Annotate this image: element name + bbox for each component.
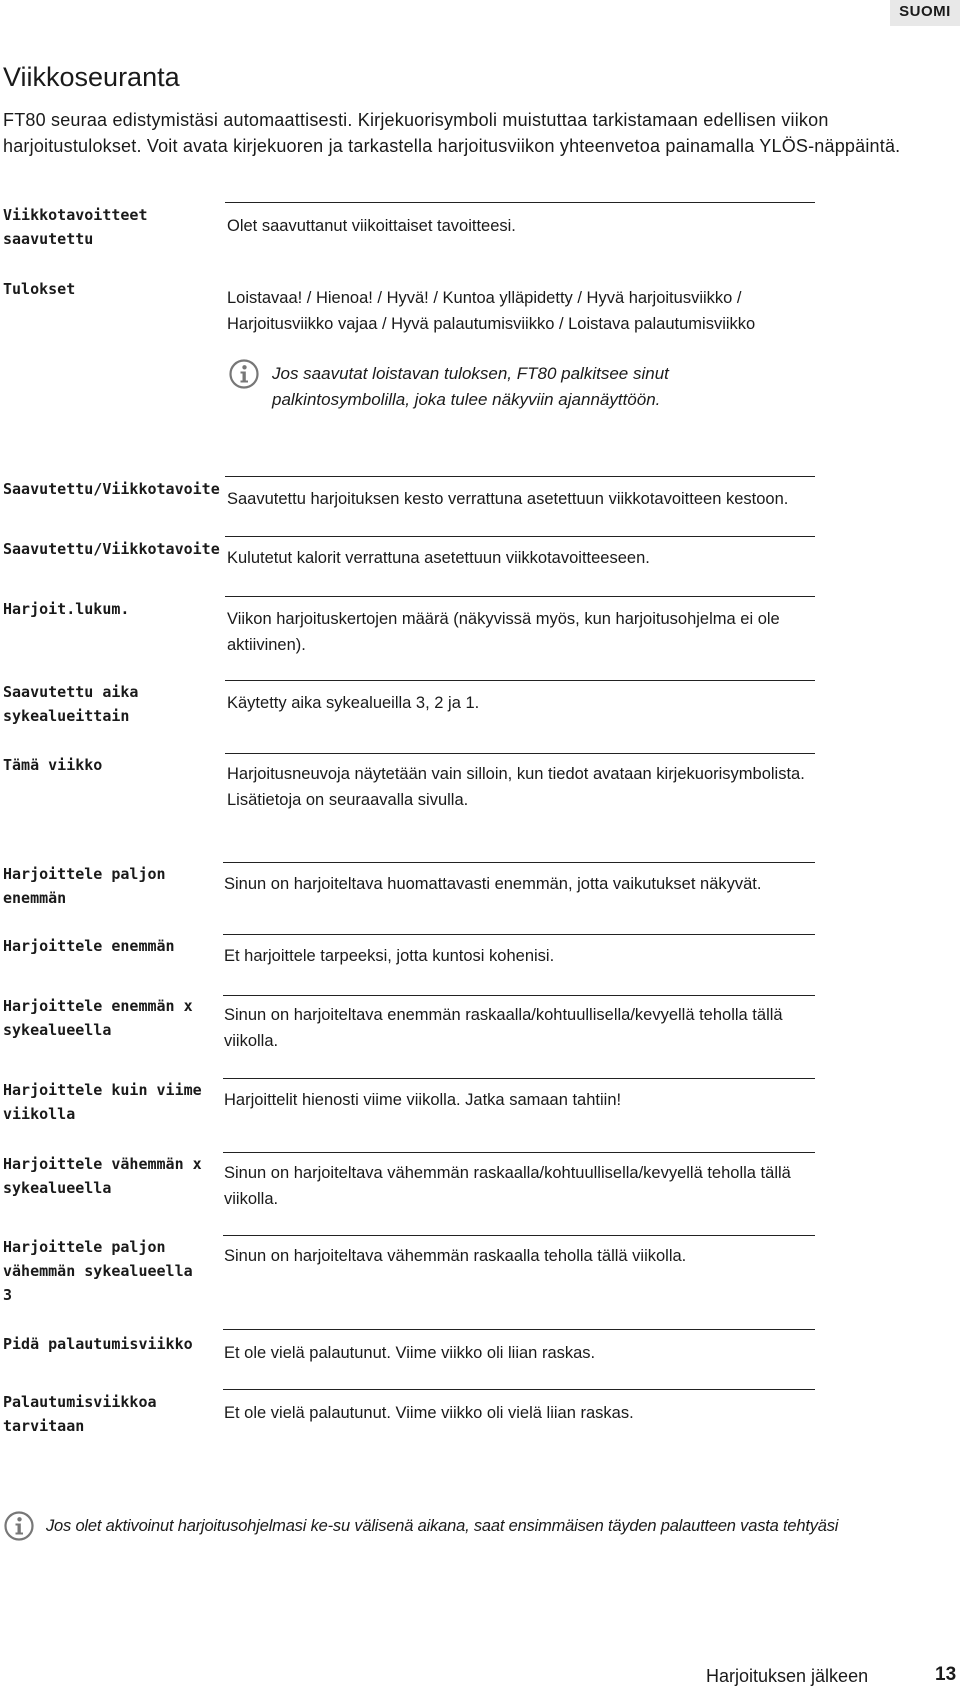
row-label: Pidä palautumisviikko xyxy=(3,1335,193,1353)
divider xyxy=(225,680,815,681)
divider xyxy=(223,862,815,863)
row-value: Et ole vielä palautunut. Viime viikko oli vielä liian raskas. xyxy=(224,1404,634,1422)
divider xyxy=(225,536,815,537)
row-value: Käytetty aika sykealueilla 3, 2 ja 1. xyxy=(227,694,480,712)
divider xyxy=(223,995,815,996)
row-label: Harjoittele enemmän x sykealueella xyxy=(3,997,193,1039)
row-label: Harjoittele enemmän xyxy=(3,937,175,955)
intro-paragraph: FT80 seuraa edistymistäsi automaattisesti. Kirjekuorisymboli muistuttaa tarkistamaan edellisen viikon harjoitustulokset. Voit avata kirjekuoren ja tarkastella harjoitusviikon yhteenvetoa painamalla YLÖS-näppäintä. xyxy=(3,110,901,156)
divider xyxy=(223,1329,815,1330)
divider xyxy=(223,1078,815,1079)
row-label: Tämä viikko xyxy=(3,756,103,774)
row-label: Tulokset xyxy=(3,280,76,298)
row-label: Harjoittele vähemmän x sykealueella xyxy=(3,1155,202,1197)
row-label: Viikkotavoitteet saavutettu xyxy=(3,206,148,248)
row-label: Harjoittele paljon enemmän xyxy=(3,865,166,907)
row-label: Harjoittele paljon vähemmän sykealueella 3 xyxy=(3,1238,193,1304)
divider xyxy=(225,476,815,477)
row-value: Loistavaa! / Hienoa! / Hyvä! / Kuntoa ylläpidetty / Hyvä harjoitusviikko / Harjoitusviikko vajaa / Hyvä palautumisviikko / Loistava palautumisviikko xyxy=(227,289,756,333)
page-title: Viikkoseuranta xyxy=(3,62,180,92)
row-value: Kulutetut kalorit verrattuna asetettuun viikkotavoitteeseen. xyxy=(227,549,650,567)
row-value: Viikon harjoituskertojen määrä (näkyvissä myös, kun harjoitusohjelma ei ole aktiivinen). xyxy=(227,610,780,654)
divider xyxy=(225,596,815,597)
divider xyxy=(223,934,815,935)
row-value: Harjoitusneuvoja näytetään vain silloin, kun tiedot avataan kirjekuorisymbolista. Lisätietoja on seuraavalla sivulla. xyxy=(227,765,805,809)
info-icon xyxy=(4,1511,34,1541)
divider xyxy=(225,202,815,203)
row-value: Sinun on harjoiteltava vähemmän raskaalla teholla tällä viikolla. xyxy=(224,1247,687,1265)
row-label: Saavutettu/Viikkotavoite xyxy=(3,540,220,558)
info-icon xyxy=(229,359,259,389)
bottom-info-note: Jos olet aktivoinut harjoitusohjelmasi ke-su välisenä aikana, saat ensimmäisen täyden palautteen vasta tehtyäsi xyxy=(46,1517,839,1535)
row-label: Harjoittele kuin viime viikolla xyxy=(3,1081,202,1123)
row-value: Sinun on harjoiteltava enemmän raskaalla/kohtuullisella/kevyellä teholla tällä viikolla. xyxy=(224,1006,783,1050)
page-number: 13 xyxy=(935,1664,957,1685)
info-note: Jos saavutat loistavan tuloksen, FT80 palkitsee sinut palkintosymbolilla, joka tulee näkyviin ajannäyttöön. xyxy=(272,364,669,409)
divider xyxy=(223,1152,815,1153)
row-label: Saavutettu aika sykealueittain xyxy=(3,683,139,725)
divider xyxy=(223,1389,815,1390)
row-value: Et ole vielä palautunut. Viime viikko oli liian raskas. xyxy=(224,1344,596,1362)
divider xyxy=(223,1235,815,1236)
row-value: Et harjoittele tarpeeksi, jotta kuntosi kohenisi. xyxy=(224,947,555,965)
row-value: Sinun on harjoiteltava huomattavasti enemmän, jotta vaikutukset näkyvät. xyxy=(224,875,762,893)
row-label: Palautumisviikkoa tarvitaan xyxy=(3,1393,157,1435)
row-label: Harjoit.lukum. xyxy=(3,600,130,618)
footer-section-title: Harjoituksen jälkeen xyxy=(706,1666,869,1686)
language-label: SUOMI xyxy=(890,0,960,26)
row-value: Harjoittelit hienosti viime viikolla. Jatka samaan tahtiin! xyxy=(224,1091,622,1109)
row-value: Saavutettu harjoituksen kesto verrattuna asetettuun viikkotavoitteen kestoon. xyxy=(227,490,789,508)
row-value: Olet saavuttanut viikoittaiset tavoitteesi. xyxy=(227,217,516,235)
divider xyxy=(225,753,815,754)
row-label: Saavutettu/Viikkotavoite xyxy=(3,480,220,498)
row-value: Sinun on harjoiteltava vähemmän raskaalla/kohtuullisella/kevyellä teholla tällä viikolla. xyxy=(224,1164,791,1208)
